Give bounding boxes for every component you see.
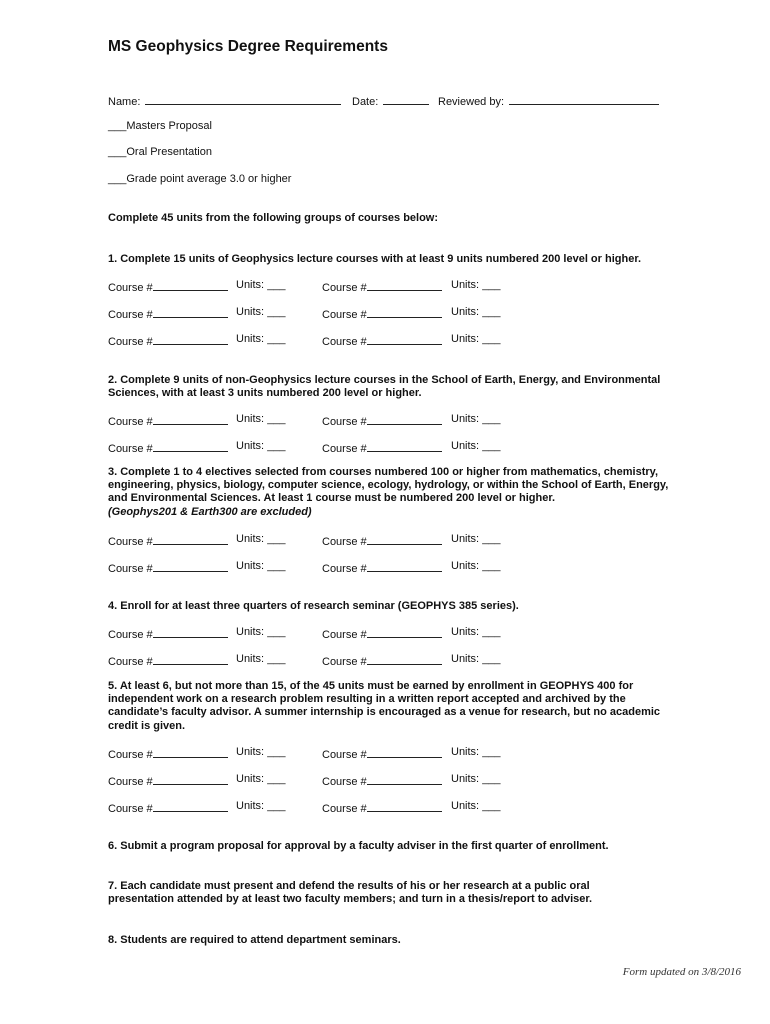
course-label: Course # [322, 656, 367, 668]
units-field[interactable] [236, 653, 286, 665]
course-number-field[interactable] [322, 279, 442, 294]
units-label: Units: [451, 773, 480, 785]
course-label: Course # [108, 656, 153, 668]
units-label: Units: [236, 800, 265, 812]
units-blank[interactable]: ___ [267, 440, 286, 452]
course-blank[interactable] [367, 653, 442, 665]
units-label: Units: [236, 653, 265, 665]
units-field[interactable] [451, 626, 501, 638]
checklist-item[interactable]: ___Oral Presentation [108, 146, 212, 158]
course-blank[interactable] [153, 626, 228, 638]
units-label: Units: [451, 653, 480, 665]
date-blank[interactable] [383, 93, 429, 105]
units-label: Units: [236, 533, 265, 545]
course-number-field[interactable] [322, 533, 442, 548]
course-number-field[interactable] [322, 413, 442, 428]
units-field[interactable] [451, 746, 501, 758]
course-number-field[interactable] [322, 560, 442, 575]
units-blank[interactable]: ___ [482, 440, 501, 452]
units-label: Units: [236, 773, 265, 785]
course-number-field[interactable] [322, 653, 442, 668]
course-label: Course # [322, 629, 367, 641]
units-field[interactable] [451, 653, 501, 665]
units-field[interactable] [451, 333, 501, 345]
units-label: Units: [236, 626, 265, 638]
course-number-field[interactable] [322, 333, 442, 348]
units-label: Units: [451, 746, 480, 758]
section-5-heading: 5. At least 6, but not more than 15, of the 45 units must be earned by enrollment in GEOPHYS 400 for independent work on a research problem resulting in a written report accepted and archived by the candidate’s faculty advisor. A summer internship is encouraged as a venue for research, but no academic credit is given. [108, 680, 661, 732]
course-label: Course # [322, 749, 367, 761]
section-4-heading: 4. Enroll for at least three quarters of research seminar (GEOPHYS 385 series). [108, 600, 519, 612]
course-blank[interactable] [153, 333, 228, 345]
units-field[interactable] [236, 440, 286, 452]
course-blank[interactable] [153, 800, 228, 812]
course-blank[interactable] [153, 653, 228, 665]
units-blank[interactable]: ___ [267, 560, 286, 572]
course-label: Course # [322, 416, 367, 428]
units-blank[interactable]: ___ [482, 413, 501, 425]
units-blank[interactable]: ___ [482, 746, 501, 758]
date-field[interactable] [352, 93, 429, 108]
course-blank[interactable] [367, 533, 442, 545]
units-label: Units: [451, 800, 480, 812]
section-3-heading: 3. Complete 1 to 4 electives selected from courses numbered 100 or higher from mathematics, chemistry, engineering, physics, biology, computer science, ecology, hydrology, or within the School of Earth, Energy, and Environmental Sciences. At least 1 course must be numbered 200 level or higher. [108, 466, 669, 505]
course-blank[interactable] [367, 746, 442, 758]
section-1-heading: 1. Complete 15 units of Geophysics lecture courses with at least 9 units numbered 200 level or higher. [108, 253, 642, 265]
units-field[interactable] [236, 626, 286, 638]
units-blank[interactable]: ___ [482, 306, 501, 318]
units-label: Units: [236, 279, 265, 291]
course-number-field[interactable] [108, 333, 228, 348]
course-label: Course # [322, 803, 367, 815]
course-label: Course # [108, 776, 153, 788]
course-label: Course # [322, 776, 367, 788]
name-label: Name: [108, 96, 141, 108]
course-number-field[interactable] [108, 773, 228, 788]
course-label: Course # [322, 282, 367, 294]
units-label: Units: [236, 413, 265, 425]
units-field[interactable] [236, 533, 286, 545]
units-label: Units: [236, 560, 265, 572]
section-3-note: (Geophys201 & Earth300 are excluded) [108, 506, 312, 518]
units-field[interactable] [451, 279, 501, 291]
intro-text: Complete 45 units from the following groups of courses below: [108, 212, 439, 224]
course-number-field[interactable] [108, 279, 228, 294]
page-title: MS Geophysics Degree Requirements [108, 38, 388, 55]
course-blank[interactable] [367, 560, 442, 572]
units-blank[interactable]: ___ [482, 333, 501, 345]
course-blank[interactable] [153, 413, 228, 425]
course-number-field[interactable] [108, 560, 228, 575]
section-8-heading: 8. Students are required to attend department seminars. [108, 934, 401, 946]
course-label: Course # [108, 536, 153, 548]
units-blank[interactable]: ___ [267, 746, 286, 758]
section-2-heading: 2. Complete 9 units of non-Geophysics lecture courses in the School of Earth, Energy, and Environmental Sciences, with at least 3 units numbered 200 level or higher. [108, 374, 661, 400]
units-field[interactable] [236, 800, 286, 812]
units-field[interactable] [236, 306, 286, 318]
units-blank[interactable]: ___ [267, 306, 286, 318]
units-field[interactable] [236, 413, 286, 425]
reviewed-blank[interactable] [509, 93, 659, 105]
section-6-heading: 6. Submit a program proposal for approval by a faculty adviser in the first quarter of enrollment. [108, 840, 609, 852]
course-number-field[interactable] [322, 746, 442, 761]
course-number-field[interactable] [108, 626, 228, 641]
course-label: Course # [322, 563, 367, 575]
reviewed-field[interactable] [438, 93, 659, 108]
units-field[interactable] [451, 773, 501, 785]
name-blank[interactable] [145, 93, 341, 105]
course-blank[interactable] [153, 773, 228, 785]
course-number-field[interactable] [108, 653, 228, 668]
course-blank[interactable] [367, 626, 442, 638]
units-blank[interactable]: ___ [267, 533, 286, 545]
name-field[interactable] [108, 93, 341, 108]
course-number-field[interactable] [322, 773, 442, 788]
course-label: Course # [108, 416, 153, 428]
units-blank[interactable]: ___ [267, 413, 286, 425]
course-blank[interactable] [367, 413, 442, 425]
units-blank[interactable]: ___ [267, 800, 286, 812]
units-field[interactable] [451, 800, 501, 812]
course-label: Course # [322, 336, 367, 348]
course-number-field[interactable] [108, 746, 228, 761]
units-label: Units: [451, 333, 480, 345]
units-field[interactable] [451, 413, 501, 425]
checklist-item[interactable]: ___Grade point average 3.0 or higher [108, 173, 292, 185]
units-label: Units: [236, 746, 265, 758]
course-blank[interactable] [153, 560, 228, 572]
course-blank[interactable] [367, 306, 442, 318]
units-blank[interactable]: ___ [267, 653, 286, 665]
course-label: Course # [108, 563, 153, 575]
units-field[interactable] [451, 560, 501, 572]
units-blank[interactable]: ___ [482, 533, 501, 545]
course-blank[interactable] [153, 746, 228, 758]
course-blank[interactable] [367, 279, 442, 291]
units-label: Units: [451, 440, 480, 452]
units-field[interactable] [236, 746, 286, 758]
course-number-field[interactable] [322, 306, 442, 321]
units-blank[interactable]: ___ [482, 653, 501, 665]
course-blank[interactable] [153, 440, 228, 452]
units-field[interactable] [236, 333, 286, 345]
units-label: Units: [236, 333, 265, 345]
course-number-field[interactable] [322, 800, 442, 815]
course-number-field[interactable] [322, 626, 442, 641]
course-blank[interactable] [367, 773, 442, 785]
units-blank[interactable]: ___ [482, 773, 501, 785]
units-field[interactable] [451, 440, 501, 452]
units-field[interactable] [236, 560, 286, 572]
course-label: Course # [108, 443, 153, 455]
course-blank[interactable] [153, 279, 228, 291]
units-blank[interactable]: ___ [267, 773, 286, 785]
checklist-item[interactable]: ___Masters Proposal [108, 120, 212, 132]
units-label: Units: [451, 279, 480, 291]
units-label: Units: [451, 306, 480, 318]
units-blank[interactable]: ___ [267, 279, 286, 291]
units-blank[interactable]: ___ [267, 333, 286, 345]
date-label: Date: [352, 96, 379, 108]
units-label: Units: [451, 533, 480, 545]
course-label: Course # [108, 803, 153, 815]
units-field[interactable] [451, 306, 501, 318]
course-label: Course # [108, 749, 153, 761]
course-number-field[interactable] [108, 306, 228, 321]
units-label: Units: [451, 413, 480, 425]
course-blank[interactable] [367, 440, 442, 452]
units-blank[interactable]: ___ [482, 626, 501, 638]
course-label: Course # [322, 536, 367, 548]
units-blank[interactable]: ___ [482, 560, 501, 572]
section-7-heading: 7. Each candidate must present and defend the results of his or her research at a public oral presentation attended by at least two faculty members; and turn in a thesis/report to adviser. [108, 880, 593, 906]
units-blank[interactable]: ___ [482, 800, 501, 812]
units-blank[interactable]: ___ [482, 279, 501, 291]
reviewed-label: Reviewed by: [438, 96, 505, 108]
units-label: Units: [236, 306, 265, 318]
units-label: Units: [236, 440, 265, 452]
course-label: Course # [108, 309, 153, 321]
units-label: Units: [451, 626, 480, 638]
course-number-field[interactable] [108, 440, 228, 455]
course-label: Course # [108, 336, 153, 348]
course-number-field[interactable] [108, 533, 228, 548]
course-blank[interactable] [367, 333, 442, 345]
units-field[interactable] [451, 533, 501, 545]
units-field[interactable] [236, 279, 286, 291]
units-label: Units: [451, 560, 480, 572]
course-blank[interactable] [367, 800, 442, 812]
course-label: Course # [322, 309, 367, 321]
course-number-field[interactable] [108, 413, 228, 428]
footer-updated: Form updated on 3/8/2016 [622, 966, 741, 978]
units-blank[interactable]: ___ [267, 626, 286, 638]
course-label: Course # [322, 443, 367, 455]
course-label: Course # [108, 282, 153, 294]
units-field[interactable] [236, 773, 286, 785]
course-blank[interactable] [153, 533, 228, 545]
course-blank[interactable] [153, 306, 228, 318]
course-number-field[interactable] [322, 440, 442, 455]
course-number-field[interactable] [108, 800, 228, 815]
course-label: Course # [108, 629, 153, 641]
